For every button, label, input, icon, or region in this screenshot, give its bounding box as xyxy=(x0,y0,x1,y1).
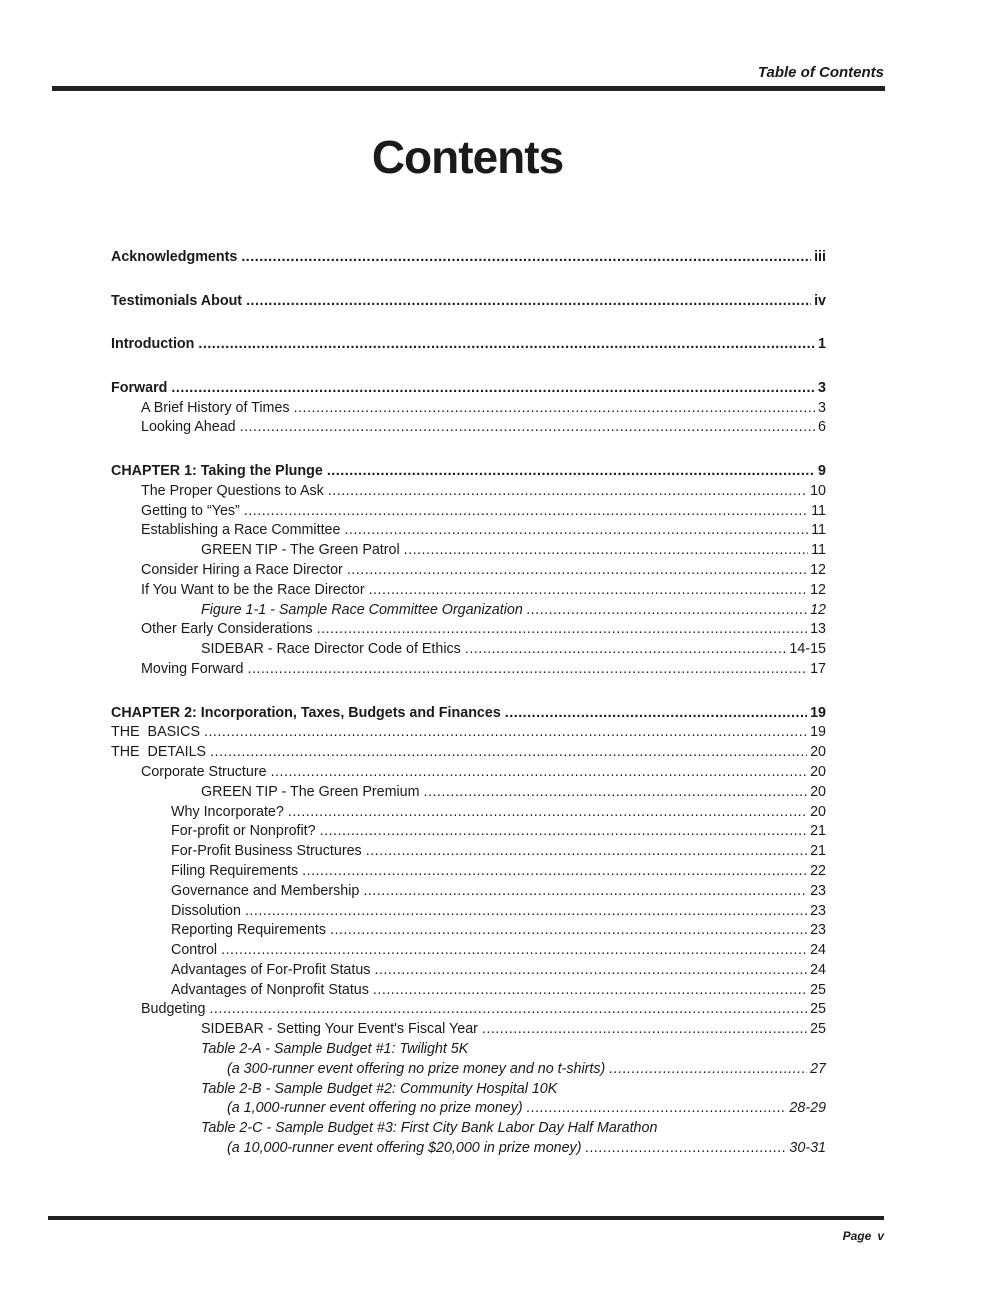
toc-entry[interactable]: Introduction ..... 1 xyxy=(111,335,826,355)
toc-entry[interactable]: Getting to “Yes” ..... 11 xyxy=(111,502,826,522)
toc-entry[interactable]: Advantages of For-Profit Status ..... 24 xyxy=(111,961,826,981)
toc-entry[interactable]: Reporting Requirements ..... 23 xyxy=(111,921,826,941)
toc-entry[interactable]: Other Early Considerations ..... 13 xyxy=(111,620,826,640)
page-title: Contents xyxy=(371,131,564,183)
toc-entry[interactable]: SIDEBAR - Setting Your Event's Fiscal Year ..... 25 xyxy=(111,1020,826,1040)
running-head: Table of Contents xyxy=(757,64,884,81)
toc-entry[interactable]: Establishing a Race Committee ..... 11 xyxy=(111,521,826,541)
toc-entry[interactable]: Moving Forward ..... 17 xyxy=(111,660,826,680)
toc-entry[interactable]: (a 1,000-runner event offering no prize money) ..... 28-29 xyxy=(111,1099,826,1119)
toc-entry[interactable]: The Proper Questions to Ask ..... 10 xyxy=(111,482,826,502)
toc-entry[interactable]: Testimonials About ..... iv xyxy=(111,292,826,312)
toc-entry[interactable]: THE BASICS ..... 19 xyxy=(111,723,826,743)
toc-entry[interactable]: Control ..... 24 xyxy=(111,941,826,961)
toc-entry[interactable]: (a 10,000-runner event offering $20,000 in prize money) ..... 30-31 xyxy=(111,1139,826,1159)
toc-entry[interactable]: SIDEBAR - Race Director Code of Ethics ..... 14-15 xyxy=(111,640,826,660)
toc-entry[interactable]: Budgeting ..... 25 xyxy=(111,1000,826,1020)
table-of-contents xyxy=(111,248,826,1159)
toc-entry[interactable]: Consider Hiring a Race Director ..... 12 xyxy=(111,561,826,581)
toc-entry[interactable]: Governance and Membership ..... 23 xyxy=(111,882,826,902)
toc-entry[interactable]: Dissolution ..... 23 xyxy=(111,902,826,922)
toc-entry[interactable]: Filing Requirements ..... 22 xyxy=(111,862,826,882)
toc-entry[interactable]: GREEN TIP - The Green Premium ..... 20 xyxy=(111,783,826,803)
toc-entry[interactable]: THE DETAILS ..... 20 xyxy=(111,743,826,763)
top-rule xyxy=(52,86,885,91)
toc-entry[interactable]: GREEN TIP - The Green Patrol ..... 11 xyxy=(111,541,826,561)
toc-entry[interactable]: Looking Ahead ..... 6 xyxy=(111,418,826,438)
page-number: v xyxy=(877,1229,884,1243)
toc-entry-title[interactable]: Table 2-A - Sample Budget #1: Twilight 5K xyxy=(201,1041,469,1058)
toc-entry[interactable]: Forward ..... 3 xyxy=(111,379,826,399)
bottom-rule xyxy=(48,1216,884,1220)
page-footer xyxy=(837,1229,884,1243)
toc-entry[interactable]: CHAPTER 1: Taking the Plunge ..... 9 xyxy=(111,462,826,482)
toc-entry[interactable]: If You Want to be the Race Director ..... 12 xyxy=(111,581,826,601)
toc-entry[interactable]: Why Incorporate? ..... 20 xyxy=(111,803,826,823)
toc-entry-title[interactable]: Table 2-B - Sample Budget #2: Community Hospital 10K xyxy=(201,1080,558,1097)
toc-entry[interactable]: Figure 1-1 - Sample Race Committee Organization ..... 12 xyxy=(111,601,826,621)
toc-entry-title[interactable]: Table 2-C - Sample Budget #3: First City Bank Labor Day Half Marathon xyxy=(201,1120,658,1137)
toc-entry[interactable]: CHAPTER 2: Incorporation, Taxes, Budgets and Finances ..... 19 xyxy=(111,704,826,724)
toc-entry[interactable]: A Brief History of Times ..... 3 xyxy=(111,399,826,419)
toc-entry[interactable]: For-Profit Business Structures ..... 21 xyxy=(111,842,826,862)
toc-entry[interactable]: Corporate Structure ..... 20 xyxy=(111,763,826,783)
page-label: Page xyxy=(842,1229,872,1243)
toc-entry[interactable]: For-profit or Nonprofit? ..... 21 xyxy=(111,822,826,842)
toc-entry[interactable]: Advantages of Nonprofit Status ..... 25 xyxy=(111,981,826,1001)
toc-entry[interactable]: Acknowledgments ..... iii xyxy=(111,248,826,268)
toc-entry[interactable]: (a 300-runner event offering no prize money and no t-shirts) ..... 27 xyxy=(111,1060,826,1080)
